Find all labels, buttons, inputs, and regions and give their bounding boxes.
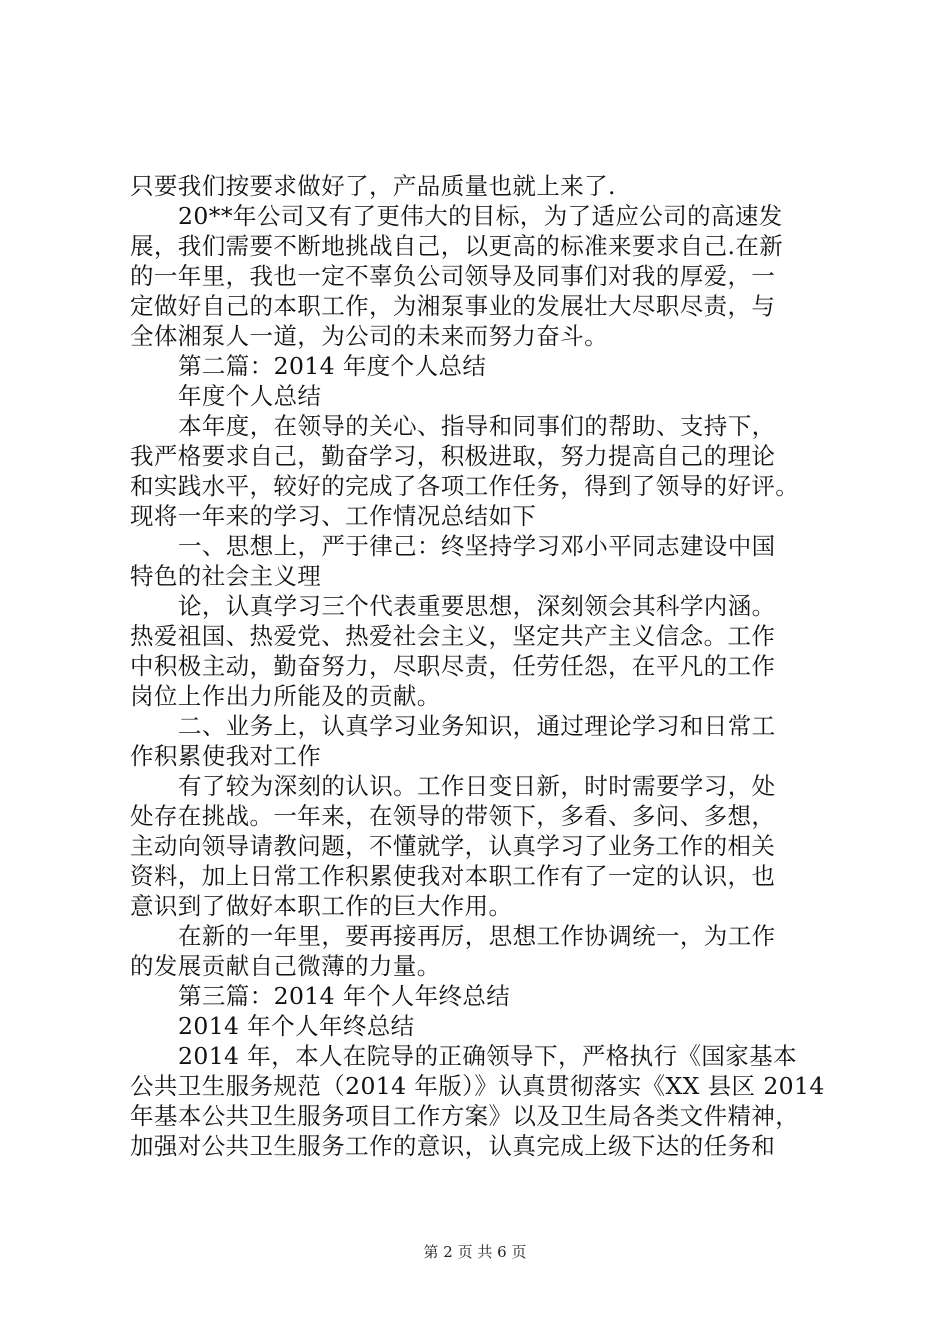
text-line: 2014 年，本人在院导的正确领导下，严格执行《国家基本 xyxy=(178,1042,797,1070)
text-line: 岗位上作出力所能及的贡献。 xyxy=(130,682,441,710)
text-line: 主动向领导请教问题，不懂就学，认真学习了业务工作的相关 xyxy=(130,832,776,860)
text-line: 全体湘泵人一道，为公司的未来而努力奋斗。 xyxy=(130,322,608,350)
text-line: 论，认真学习三个代表重要思想，深刻领会其科学内涵。 xyxy=(178,592,776,620)
text-line: 热爱祖国、热爱党、热爱社会主义，坚定共产主义信念。工作 xyxy=(130,622,776,650)
text-line: 中积极主动，勤奋努力，尽职尽责，任劳任怨，在平凡的工作 xyxy=(130,652,776,680)
text-line: 的一年里，我也一定不辜负公司领导及同事们对我的厚爱，一 xyxy=(130,262,776,290)
text-line: 有了较为深刻的认识。工作日变日新，时时需要学习，处 xyxy=(178,772,776,800)
text-line: 意识到了做好本职工作的巨大作用。 xyxy=(130,892,513,920)
text-line: 处存在挑战。一年来，在领导的带领下，多看、多问、多想， xyxy=(130,802,776,830)
text-line: 展，我们需要不断地挑战自己，以更高的标准来要求自己.在新 xyxy=(130,232,784,260)
text-line: 我严格要求自己，勤奋学习，积极进取，努力提高自己的理论 xyxy=(130,442,776,470)
text-line: 作积累使我对工作 xyxy=(130,742,322,770)
text-line: 2014 年个人年终总结 xyxy=(178,1012,415,1040)
text-line: 资料，加上日常工作积累使我对本职工作有了一定的认识，也 xyxy=(130,862,776,890)
text-line: 现将一年来的学习、工作情况总结如下 xyxy=(130,502,537,530)
text-line: 第二篇：2014 年度个人总结 xyxy=(178,352,487,380)
page-footer xyxy=(0,1242,950,1262)
text-line: 20**年公司又有了更伟大的目标，为了适应公司的高速发 xyxy=(178,202,783,230)
page-number-label: 第 2 页 共 6 页 xyxy=(423,1243,527,1261)
text-line: 本年度，在领导的关心、指导和同事们的帮助、支持下， xyxy=(178,412,776,440)
text-line: 第三篇：2014 年个人年终总结 xyxy=(178,982,511,1010)
text-line: 的发展贡献自己微薄的力量。 xyxy=(130,952,441,980)
text-line: 年度个人总结 xyxy=(178,382,322,410)
text-line: 年基本公共卫生服务项目工作方案》以及卫生局各类文件精神， xyxy=(130,1102,800,1130)
text-line: 二、业务上，认真学习业务知识，通过理论学习和日常工 xyxy=(178,712,776,740)
text-line: 只要我们按要求做好了，产品质量也就上来了. xyxy=(130,172,616,200)
text-line: 公共卫生服务规范（2014 年版）》认真贯彻落实《XX 县区 2014 xyxy=(130,1072,825,1100)
text-line: 定做好自己的本职工作，为湘泵事业的发展壮大尽职尽责，与 xyxy=(130,292,776,320)
text-line: 和实践水平，较好的完成了各项工作任务，得到了领导的好评。 xyxy=(130,472,800,500)
text-line: 在新的一年里，要再接再厉，思想工作协调统一，为工作 xyxy=(178,922,776,950)
document-body xyxy=(130,171,835,1161)
text-line: 加强对公共卫生服务工作的意识，认真完成上级下达的任务和 xyxy=(130,1132,776,1160)
text-line: 特色的社会主义理 xyxy=(130,562,322,590)
text-line: 一、思想上，严于律己：终坚持学习邓小平同志建设中国 xyxy=(178,532,776,560)
